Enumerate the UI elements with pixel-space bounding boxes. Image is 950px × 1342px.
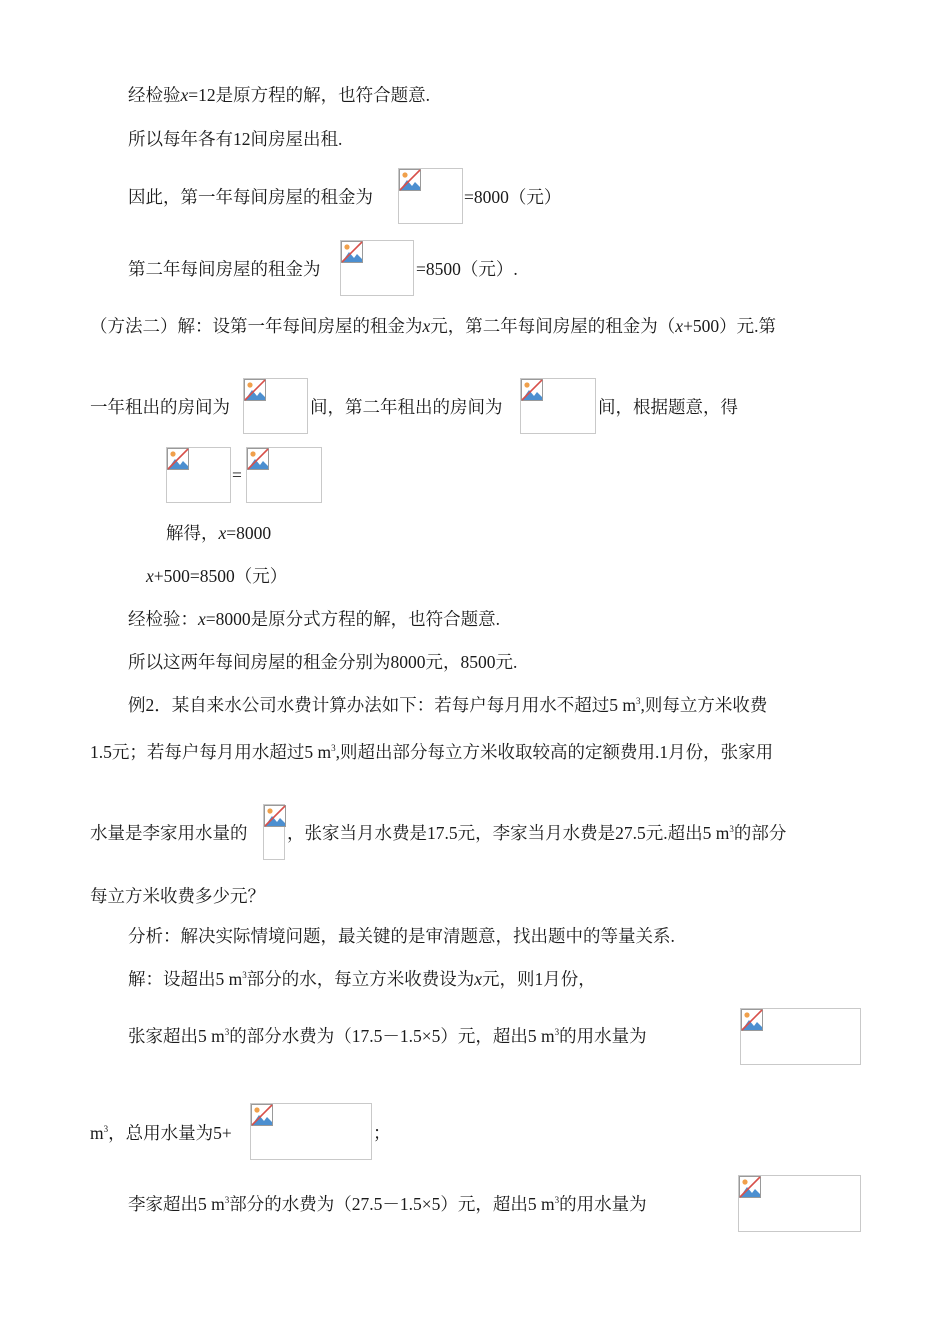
- text-line: ，张家当月水费是17.5元，李家当月水费是27.5元.超出5 $m^3$的部分: [287, 823, 787, 843]
- text-line: 所以这两年每间房屋的租金分别为8000元，8500元.: [128, 652, 518, 672]
- text-line: 1.5元；若每户每月用水超过5 $m^3$,则超出部分每立方米收取较高的定额费用.1月份，张家用: [90, 742, 774, 762]
- text-line: 水量是李家用水量的: [90, 823, 248, 843]
- broken-image-icon: [341, 241, 363, 263]
- broken-image-icon: [741, 1009, 763, 1031]
- text-line: 张家超出5 $m^3$的部分水费为（17.5－1.5×5）元，超出5 $m^3$的用水量为: [128, 1026, 647, 1046]
- formula-image: [340, 240, 414, 296]
- broken-image-icon: [399, 169, 421, 191]
- broken-image-icon: [521, 379, 543, 401]
- text-line: 一年租出的房间为: [90, 397, 230, 417]
- formula-image: [740, 1008, 861, 1065]
- broken-image-icon: [244, 379, 266, 401]
- text-line: 解：设超出5 $m^3$部分的水，每立方米收费设为x元，则1月份，: [128, 969, 596, 989]
- text-line: 解得，x=8000: [166, 523, 272, 543]
- formula-image: [398, 168, 463, 224]
- text-line: （方法二）解：设第一年每间房屋的租金为x元，第二年每间房屋的租金为（x+500）元.第: [90, 316, 777, 336]
- text-line: x+500=8500（元）: [146, 566, 288, 586]
- formula-image: [243, 378, 308, 434]
- text-line: 间，第二年租出的房间为: [310, 397, 503, 417]
- broken-image-icon: [247, 448, 269, 470]
- text-line: 间，根据题意，得: [598, 397, 738, 417]
- text-line: $m^3$，总用水量为5+: [90, 1123, 232, 1143]
- text-line: 每立方米收费多少元？: [90, 886, 265, 906]
- text-line: 因此，第一年每间房屋的租金为: [128, 187, 373, 207]
- formula-image: [166, 447, 231, 503]
- text-line: 经检验：x=8000是原分式方程的解，也符合题意.: [128, 609, 501, 629]
- text-line: 所以每年各有12间房屋出租.: [128, 129, 343, 149]
- text-line: 第二年每间房屋的租金为: [128, 259, 321, 279]
- text-line: 经检验x=12是原方程的解，也符合题意.: [128, 85, 431, 105]
- broken-image-icon: [251, 1104, 273, 1126]
- text-line: 分析：解决实际情境问题，最关键的是审清题意，找出题中的等量关系.: [128, 926, 675, 946]
- text-line: =8000（元）: [464, 187, 562, 207]
- formula-image: [520, 378, 596, 434]
- text-line: 例2．某自来水公司水费计算办法如下：若每户每月用水不超过5 $m^3$,则每立方米收费: [128, 695, 768, 715]
- formula-image: [263, 804, 285, 860]
- formula-image: [246, 447, 322, 503]
- text-line: ；: [373, 1123, 391, 1143]
- text-line: 李家超出5 $m^3$部分的水费为（27.5－1.5×5）元，超出5 $m^3$的用水量为: [128, 1194, 647, 1214]
- formula-image: [738, 1175, 861, 1232]
- broken-image-icon: [739, 1176, 761, 1198]
- broken-image-icon: [167, 448, 189, 470]
- text-line: =8500（元）.: [416, 259, 518, 279]
- broken-image-icon: [264, 805, 286, 827]
- equals-sign: =: [232, 465, 242, 485]
- formula-image: [250, 1103, 372, 1160]
